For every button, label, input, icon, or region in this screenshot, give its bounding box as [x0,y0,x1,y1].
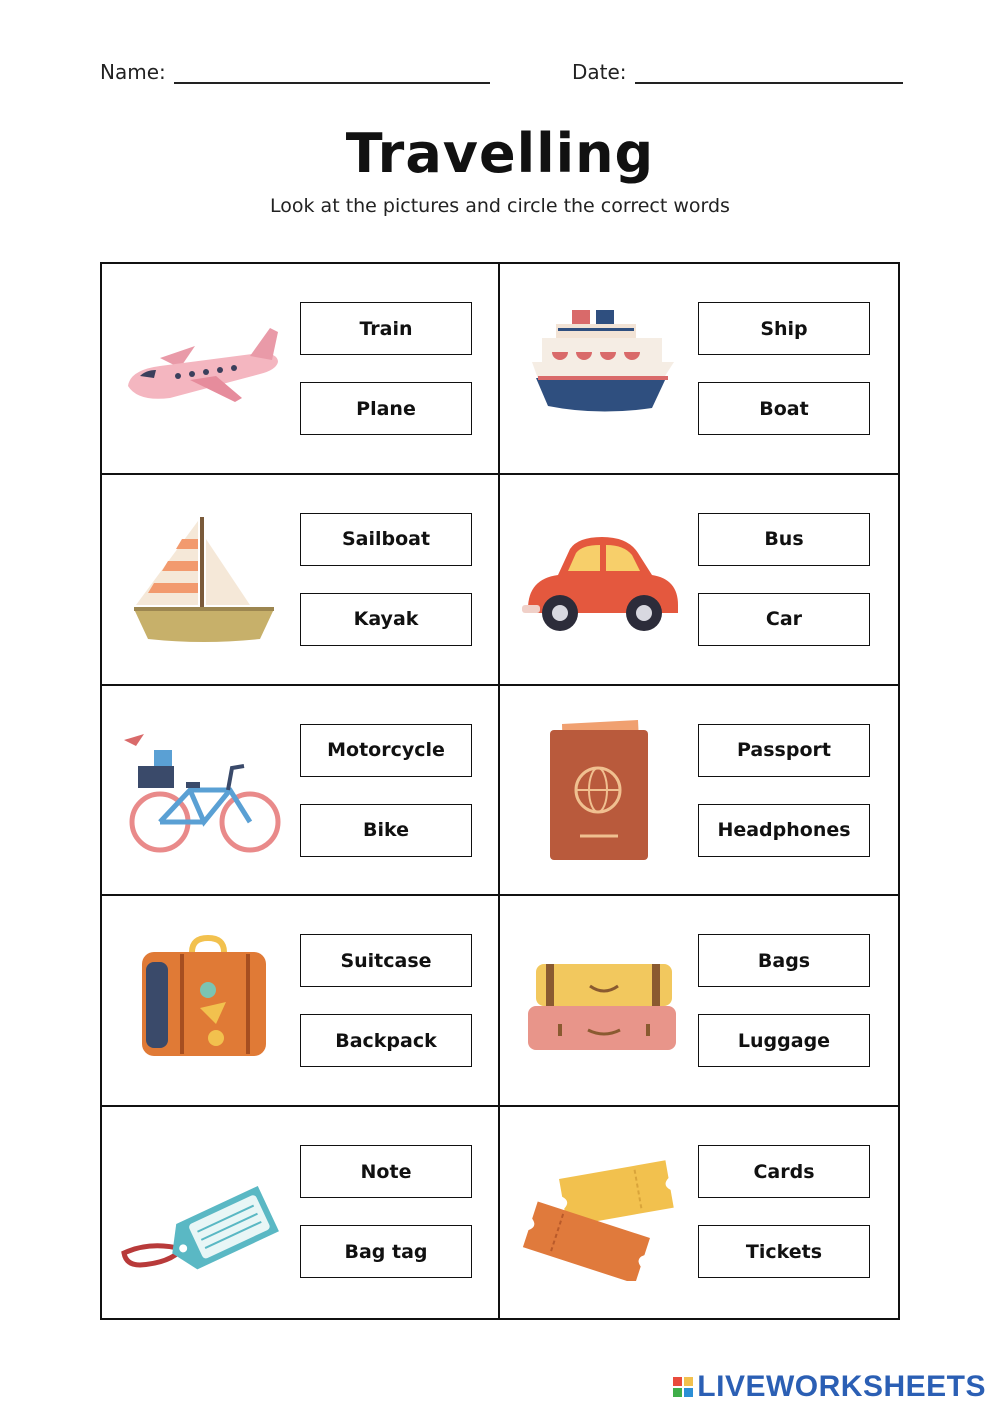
item-cell [102,686,500,897]
item-cell [102,896,500,1107]
option-passport[interactable]: Passport [698,724,870,777]
item-cell [500,896,898,1107]
option-bag-tag[interactable]: Bag tag [300,1225,472,1278]
passport-image [518,720,682,860]
date-line[interactable] [635,60,903,84]
option-train[interactable]: Train [300,302,472,355]
option-boat[interactable]: Boat [698,382,870,435]
brand-name: LIVEWORKSHEETS [697,1370,986,1403]
option-bike[interactable]: Bike [300,804,472,857]
option-luggage[interactable]: Luggage [698,1014,870,1067]
item-cell [500,1107,898,1318]
bike-image [120,720,284,860]
option-backpack[interactable]: Backpack [300,1014,472,1067]
bag-tag-image [120,1141,284,1281]
luggage-image [518,930,682,1070]
option-bags[interactable]: Bags [698,934,870,987]
item-cell [102,475,500,686]
date-label: Date: [572,60,627,84]
option-bus[interactable]: Bus [698,513,870,566]
option-sailboat[interactable]: Sailboat [300,513,472,566]
name-line[interactable] [174,60,490,84]
option-kayak[interactable]: Kayak [300,593,472,646]
option-headphones[interactable]: Headphones [698,804,870,857]
option-car[interactable]: Car [698,593,870,646]
item-cell [102,1107,500,1318]
option-plane[interactable]: Plane [300,382,472,435]
sailboat-image [120,509,284,649]
instructions: Look at the pictures and circle the correct words [270,195,730,217]
option-note[interactable]: Note [300,1145,472,1198]
option-suitcase[interactable]: Suitcase [300,934,472,987]
name-field[interactable] [100,60,490,84]
suitcase-image [120,930,284,1070]
item-cell [500,264,898,475]
logo-icon [673,1377,693,1397]
option-ship[interactable]: Ship [698,302,870,355]
item-cell [500,686,898,897]
name-label: Name: [100,60,166,84]
item-cell [500,475,898,686]
date-field[interactable] [572,60,903,84]
exercise-grid [100,262,900,1320]
item-cell [102,264,500,475]
option-tickets[interactable]: Tickets [698,1225,870,1278]
option-cards[interactable]: Cards [698,1145,870,1198]
car-image [518,509,682,649]
tickets-image [518,1141,682,1281]
plane-image [120,298,284,438]
ship-image [518,298,682,438]
liveworksheets-logo [673,1370,986,1404]
page-title: Travelling [345,122,655,185]
option-motorcycle[interactable]: Motorcycle [300,724,472,777]
